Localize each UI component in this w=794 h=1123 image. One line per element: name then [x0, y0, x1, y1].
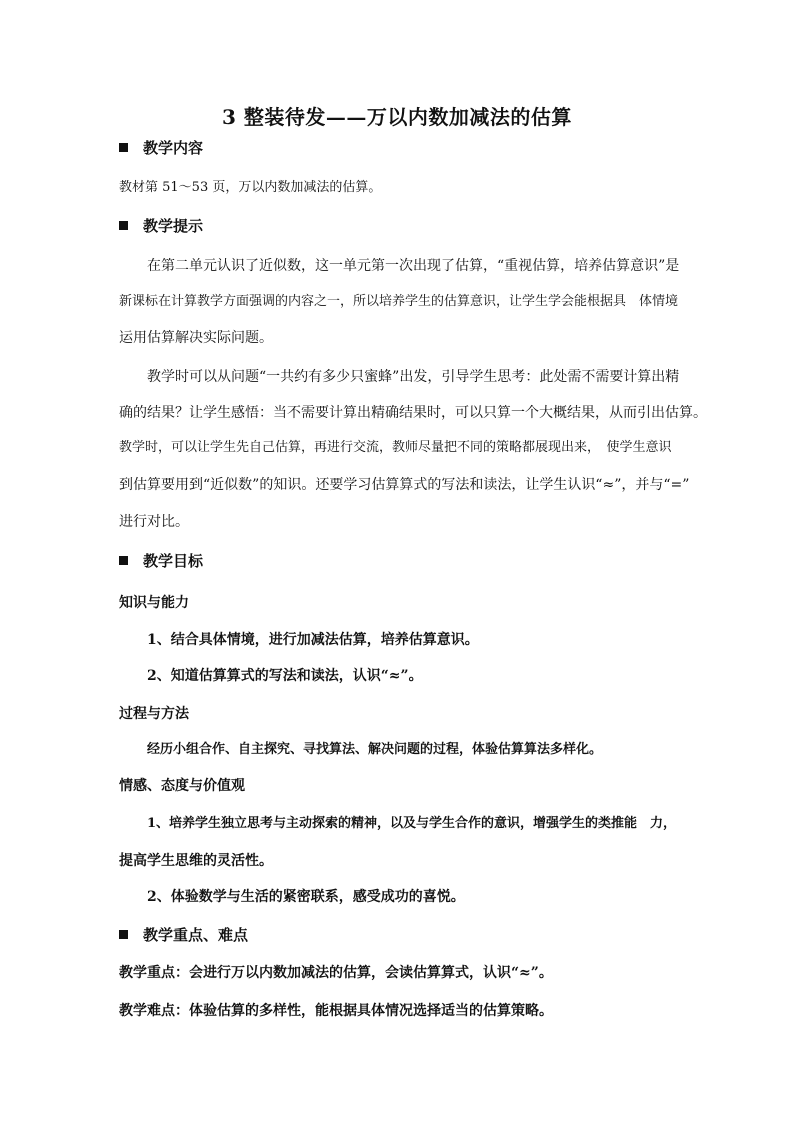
- goal-subheading-process: 过程与方法: [119, 706, 189, 722]
- tips-paragraph-line: 到估算要用到“近似数”的知识。还要学习估算算式的写法和读法，让学生认识“≈”，并与“=”: [119, 477, 690, 493]
- tips-paragraph-line: 运用估算解决实际问题。: [119, 330, 273, 346]
- key-point-focus: 教学重点：会进行万以内数加减法的估算，会读估算算式，认识“≈”。: [119, 965, 553, 981]
- goal-item: 经历小组合作、自主探究、寻找算法、解决问题的过程，体验估算算法多样化。: [147, 742, 603, 757]
- section-heading-label: 教学目标: [143, 552, 204, 570]
- section-heading-key-points: [119, 925, 248, 945]
- tips-paragraph-line: 在第二单元认识了近似数，这一单元第一次出现了估算，“重视估算，培养估算意识”是: [147, 258, 680, 274]
- square-bullet-icon: [119, 556, 128, 565]
- square-bullet-icon: [119, 143, 128, 152]
- content-text: 教材第 51～53 页，万以内数加减法的估算。: [119, 180, 382, 195]
- goal-subheading-emotion: 情感、态度与价值观: [119, 778, 245, 794]
- goal-item: 1、培养学生独立思考与主动探索的精神，以及与学生合作的意识，增强学生的类推能 力，: [147, 816, 677, 831]
- section-heading-label: 教学重点、难点: [143, 926, 249, 944]
- goal-subheading-knowledge: 知识与能力: [119, 595, 189, 611]
- tips-paragraph-line: 确的结果？让学生感悟：当不需要计算出精确结果时，可以只算一个大概结果，从而引出估算。: [119, 405, 707, 421]
- square-bullet-icon: [119, 930, 128, 939]
- tips-paragraph-line: 新课标在计算教学方面强调的内容之一，所以培养学生的估算意识，让学生学会能根据具 体情境: [119, 294, 679, 309]
- goal-item: 1、结合具体情境，进行加减法估算，培养估算意识。: [147, 632, 479, 648]
- key-point-difficulty: 教学难点：体验估算的多样性，能根据具体情况选择适当的估算策略。: [119, 1003, 553, 1019]
- section-heading-label: 教学提示: [143, 217, 204, 235]
- section-heading-label: 教学内容: [143, 139, 204, 157]
- goal-item: 2、体验数学与生活的紧密联系，感受成功的喜悦。: [147, 889, 465, 905]
- tips-paragraph-line: 教学时，可以让学生先自己估算，再进行交流，教师尽量把不同的策略都展现出来， 使学生意识: [119, 440, 672, 455]
- tips-paragraph-line: 进行对比。: [119, 514, 189, 530]
- square-bullet-icon: [119, 221, 128, 230]
- tips-paragraph-line: 教学时可以从问题“一共约有多少只蜜蜂”出发，引导学生思考：此处需不需要计算出精: [147, 369, 680, 385]
- page-title: 3 整装待发——万以内数加减法的估算: [222, 105, 572, 129]
- goal-item: 2、知道估算算式的写法和读法，认识“≈”。: [147, 668, 423, 684]
- section-heading-goals: [119, 551, 203, 571]
- goal-item: 提高学生思维的灵活性。: [119, 853, 273, 869]
- section-heading-tips: [119, 216, 203, 236]
- section-heading-content: [119, 138, 203, 158]
